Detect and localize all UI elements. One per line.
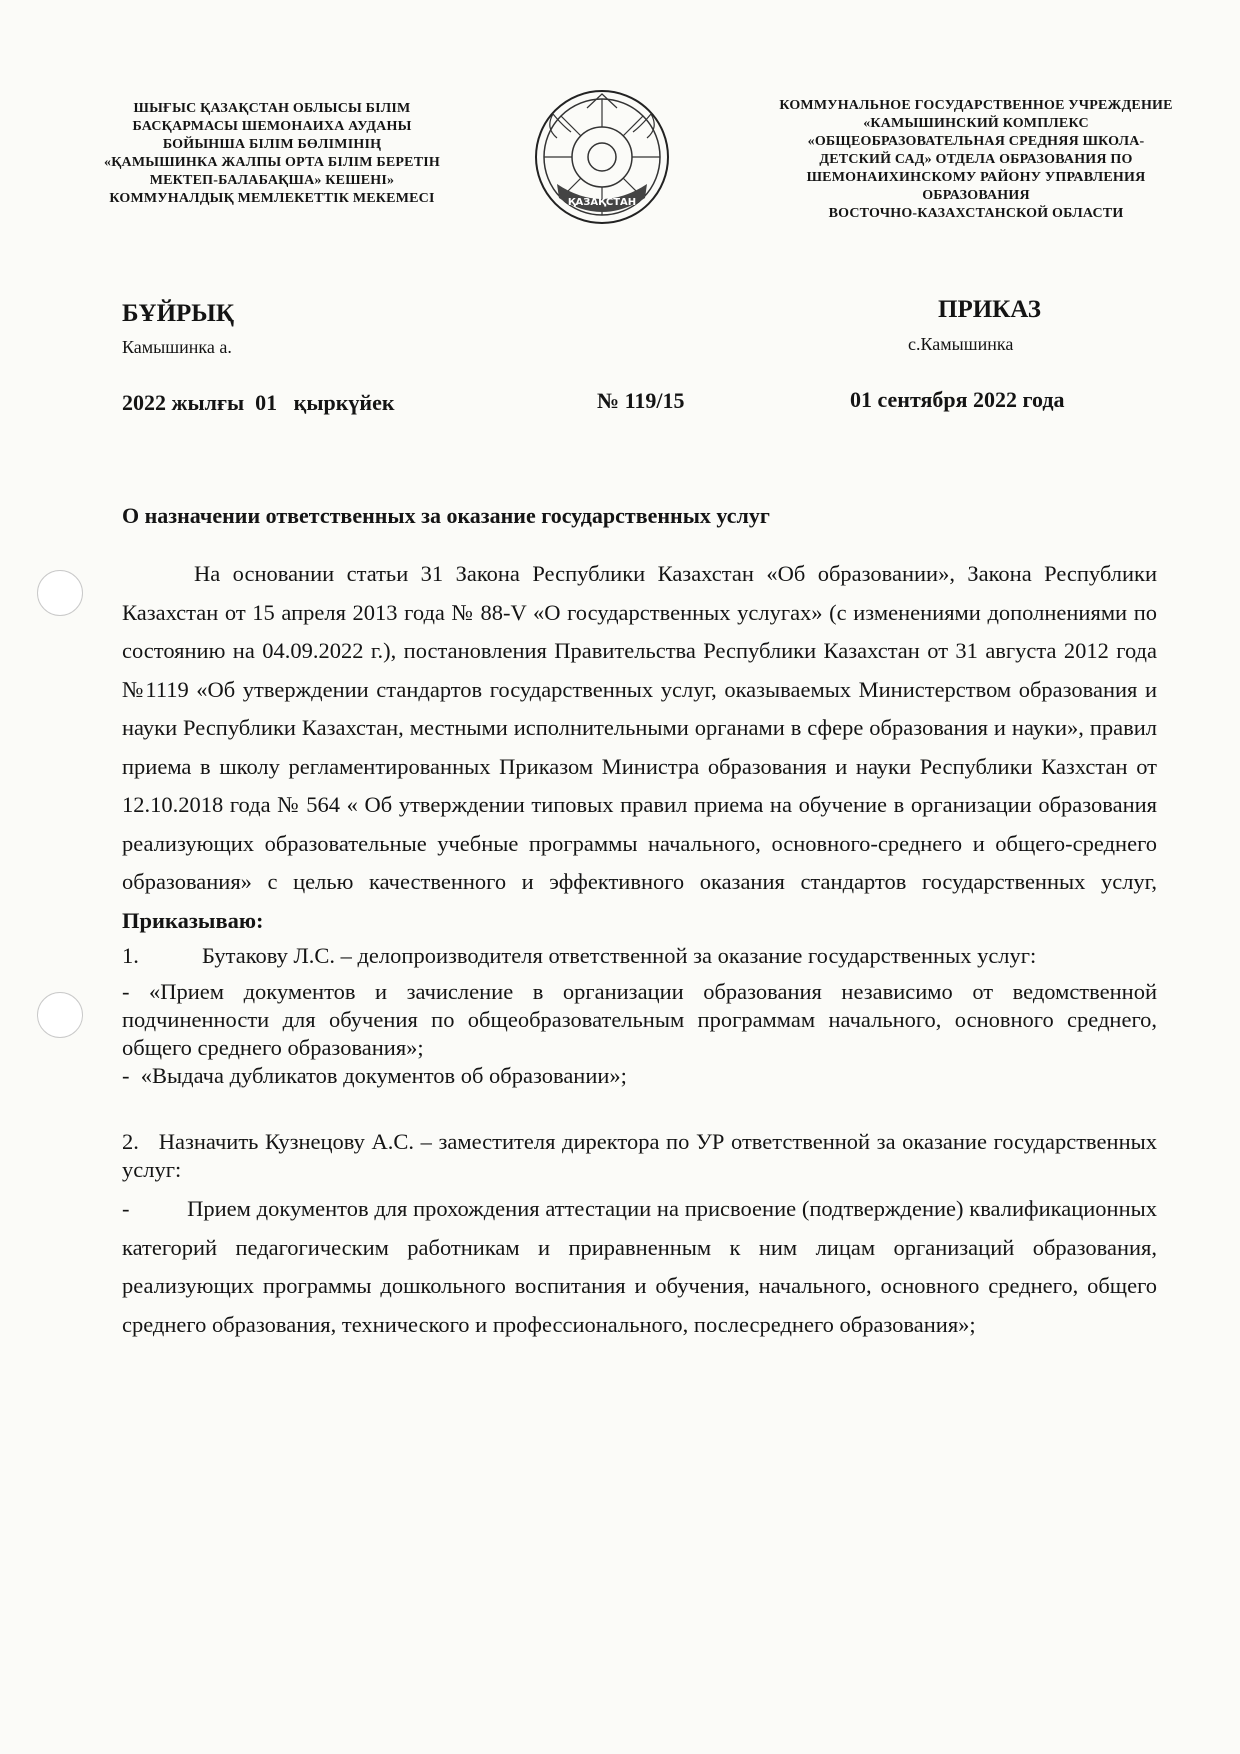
- list-item-1: [122, 942, 1157, 970]
- item1-subitem-2: - «Выдача дубликатов документов об образовании»;: [122, 1063, 627, 1088]
- order-place-ru: с.Камышинка: [908, 334, 1014, 354]
- header-kz-line: МЕКТЕП-БАЛАБАҚША» КЕШЕНІ»: [149, 173, 395, 188]
- punch-hole: [37, 992, 83, 1038]
- header-ru-line: «ОБЩЕОБРАЗОВАТЕЛЬНАЯ СРЕДНЯЯ ШКОЛА-: [807, 134, 1145, 149]
- spacer: [122, 1090, 1157, 1128]
- header-russian: [745, 97, 1207, 223]
- intro-command: Приказываю:: [122, 907, 264, 933]
- header-ru-line: КОММУНАЛЬНОЕ ГОСУДАРСТВЕННОЕ УЧРЕЖДЕНИЕ: [779, 98, 1173, 113]
- list-item-text: Бутакову Л.С. – делопроизводителя ответственной за оказание государственных услуг:: [202, 943, 1037, 968]
- punch-hole: [37, 570, 83, 616]
- order-date-kz: 2022 жылғы 01 қыркүйек: [122, 390, 395, 415]
- header-kz-line: ШЫҒЫС ҚАЗАҚСТАН ОБЛЫСЫ БІЛІМ: [133, 101, 411, 116]
- intro-text: На основании статьи 31 Закона Республики Казахстан «Об образовании», Закона Республики Казахстан от 15 апреля 2013 года № 88-V «О государственных услугах» (с изменениями дополнениями по состоянию на 04.09.2022 г.), постановления Правительства Республики Казахстан от 31 августа 2012 года №1119 «Об утверждении стандартов государственных услуг, оказываемых Министерством образования и науки Республики Казахстан, местными исполнительными органами в сфере образования и науки», правил приема в школу регламентированных Приказом Министра образования и науки Республики Казхстан от 12.10.2018 года № 564 « Об утверждении типовых правил приема на обучение в организации образования реализующих образовательные учебные программы начального, основного-среднего и общего-среднего образования» с целью качественного и эффективного оказания стандартов государственных услуг,: [122, 561, 1157, 894]
- header-ru-line: ДЕТСКИЙ САД» ОТДЕЛА ОБРАЗОВАНИЯ ПО: [819, 152, 1133, 167]
- intro-paragraph: [122, 555, 1157, 940]
- list-item-2: 2. Назначить Кузнецову А.С. – заместителя директора по УР ответственной за оказание государственных услуг:: [122, 1129, 1163, 1182]
- item2-subitem-1: - Прием документов для прохождения аттестации на присвоение (подтверждение) квалификационных категорий педагогическим работникам и приравненным к ним лицам организаций образования, реализующих программы дошкольного воспитания и обучения, начального, основного среднего, общего среднего образования, технического и профессионального, послесреднего образования»;: [122, 1196, 1163, 1337]
- list-item-number: 1.: [122, 943, 139, 968]
- order-title-kz: БҰЙРЫҚ: [122, 300, 234, 327]
- header-ru-line: «КАМЫШИНСКИЙ КОМПЛЕКС: [863, 116, 1089, 131]
- order-place-kz: Камышинка а.: [122, 337, 232, 357]
- header-ru-line: ШЕМОНАИХИНСКОМУ РАЙОНУ УПРАВЛЕНИЯ: [806, 170, 1146, 185]
- header-ru-line: ВОСТОЧНО-КАЗАХСТАНСКОЙ ОБЛАСТИ: [828, 206, 1124, 221]
- order-title-ru: ПРИКАЗ: [938, 296, 1041, 323]
- header-kazakh: [52, 100, 492, 208]
- order-date-ru: 01 сентября 2022 года: [850, 387, 1065, 412]
- order-number: № 119/15: [597, 388, 685, 413]
- order-subject: О назначении ответственных за оказание государственных услуг: [122, 503, 770, 528]
- header-kz-line: КОММУНАЛДЫҚ МЕМЛЕКЕТТІК МЕКЕМЕСІ: [109, 191, 435, 206]
- header-kz-line: БОЙЫНША БІЛІМ БӨЛІМІНІҢ: [162, 137, 382, 152]
- header-kz-line: «ҚАМЫШИНКА ЖАЛПЫ ОРТА БІЛІМ БЕРЕТІН: [104, 155, 440, 170]
- header-kz-line: БАСҚАРМАСЫ ШЕМОНАИХА АУДАНЫ: [132, 119, 412, 134]
- emblem-label: ҚАЗАҚСТАН: [567, 197, 637, 208]
- state-emblem-icon: [527, 88, 677, 226]
- item1-subitem-1: - «Прием документов и зачисление в организации образования независимо от ведомственной подчиненности для обучения по общеобразовательным программам начального, основного среднего, общего среднего образования»;: [122, 979, 1157, 1060]
- header-ru-line: ОБРАЗОВАНИЯ: [922, 188, 1030, 203]
- order-body: [122, 555, 1163, 1344]
